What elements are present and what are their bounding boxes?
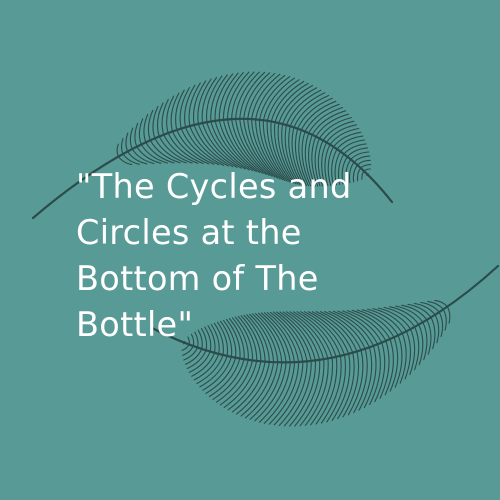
quote-title: "The Cycles and Circles at the Bottom of The Bottle" <box>76 167 352 344</box>
